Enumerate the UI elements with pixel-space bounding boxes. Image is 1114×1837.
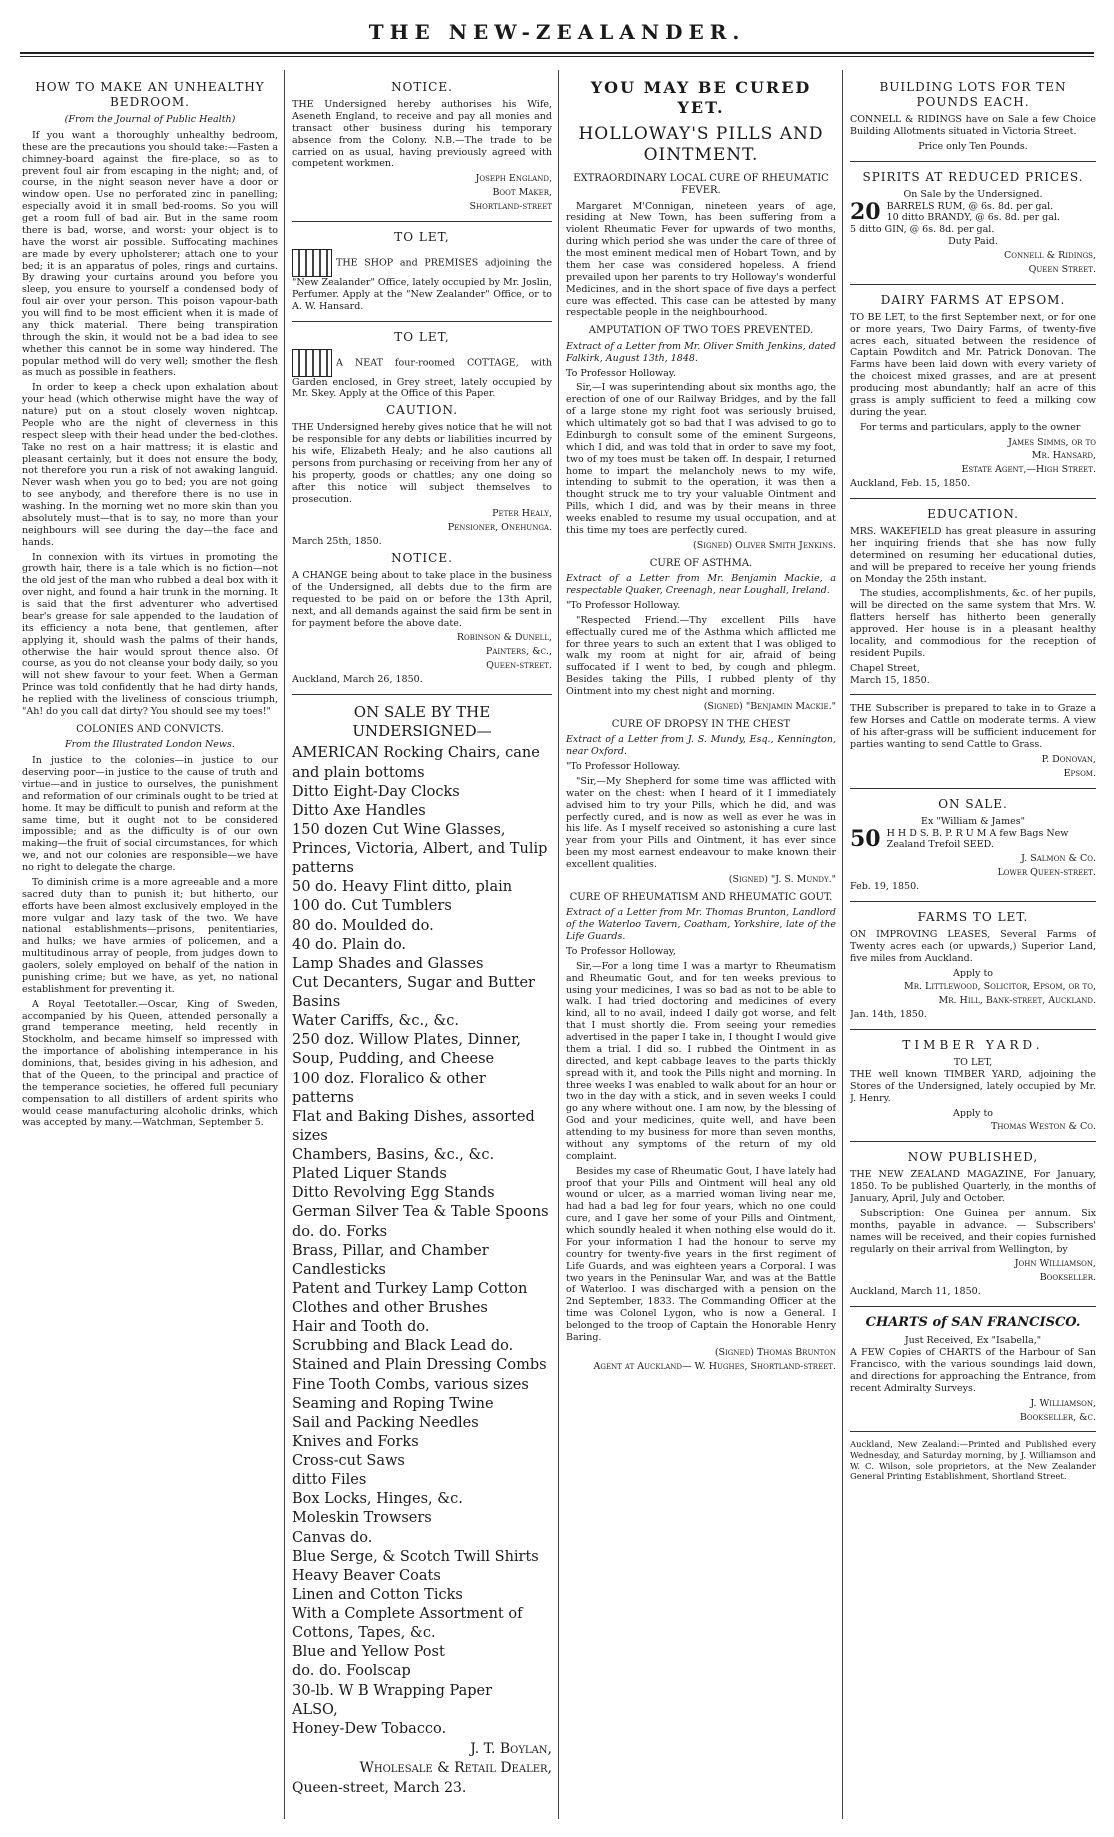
sale-item: do. do. Foolscap [292,1663,411,1680]
letter-recipient: To Professor Holloway. [566,367,676,379]
column-2 [292,78,552,1817]
divider [292,221,552,222]
advert-subtitle: CURE OF DROPSY IN THE CHEST [611,718,791,730]
sale-item: Cross-cut Saws [292,1453,405,1469]
advert-paragraph: "Respected Friend.—Thy excellent Pills have effectually cured me of the Asthma which afflicted me for three years to such an extent that I was obliged to walk my room at night for air, afraid of being suffocated if I went to bed, by cough and phlegm. Besides taking the Pills, I rubbed plenty of thy Ointment into my chest night and morning. [566,614,836,697]
sale-item: Water Cariffs, &c., &c. [292,1013,459,1030]
signature: March 15, 1850. [850,674,930,686]
signature: (Signed) "J. S. Mundy." [728,873,836,885]
article-title: HOW TO MAKE AN UNHEALTHY BEDROOM. [35,80,265,109]
advert-text: For terms and particulars, apply to the owner [860,421,1081,433]
letter-recipient: To Professor Holloway, [566,945,676,957]
divider [850,498,1096,499]
divider [850,901,1096,902]
sale-item: Patent and Turkey Lamp Cotton [292,1280,528,1297]
divider [850,1306,1096,1307]
tolet-text: A NEAT four-roomed COTTAGE, with Garden enclosed, in Grey street, lately occupied by Mr. Skey. Apply at the Office of this Paper. [292,349,552,401]
sale-item: AMERICAN Rocking Chairs, cane and plain bottoms [292,745,540,781]
signature: Robinson & Dunell, [456,632,552,644]
column-divider [842,70,843,1819]
signature: (Signed) Oliver Smith Jenkins. [692,539,836,551]
signature: Mr. Hill, Bank-street, Auckland. [938,995,1096,1007]
advert-title: DAIRY FARMS AT EPSOM. [880,292,1066,307]
divider [850,694,1096,695]
article-paragraph: In justice to the colonies—in justice to our deserving poor—in justice to the cause of truth and virtue—and in justice to ourselves, the punishment and reformation of our criminals ought to be tried at home. It may be difficult to punish and reform at the same time, but it ought not to be considered impossible; and as the difficulty is of our own making—the fruit of social circumstances, for which we, and not our colonies are responsible—we have no right to delegate the charge. [22,755,278,873]
notice-title: NOTICE. [391,80,453,94]
signature: Chapel Street, [850,662,920,674]
advert-text: Apply to [953,1107,993,1119]
advert-text: THE Subscriber is prepared to take in to Graze a few Horses and Cattle on moderate terms. A view of his after-grass will be sufficient inducement for parties wanting to send Cattle to Grass. [850,703,1096,750]
sale-item: 80 do. Moulded do. [292,917,434,934]
sale-item: Chambers, Basins, &c., &c. [292,1147,495,1163]
advert-text: The studies, accomplishments, &c. of her pupils, will be directed on the same system that Mrs. W. flatters herself has hitherto been generally approved. Her house is in a pleasant healthy locality, and commodious for the reception of resident Pupils. [850,588,1096,659]
signature: Pensioner, Onehunga. [447,522,552,534]
advert-text: MRS. WAKEFIELD has great pleasure in assuring her inquiring friends that she has now fully determined on resuming her educational duties, and will be prepared to receive her young friends on Monday the 25th instant. [850,526,1096,585]
article-paragraph: To diminish crime is a more agreeable and a more sacred duty than to punish it; but hitherto, our efforts have been almost exclusively employed in the more vulgar and lazy task of the two. We have national establishments—prisons, penitentiaries, and hulks; we have armies of policemen, and a multitudinous array of people, from judges down to gaolers, solely employed on behalf of the nation in punishing crime; but we have, as yet, no national establishment for preventing it. [22,876,278,995]
notice-title: NOTICE. [391,551,453,565]
divider [292,694,552,695]
article-source: From the Illustrated London News. [65,739,235,751]
column-4 [850,78,1096,1817]
letter-recipient: "To Professor Holloway. [566,599,681,611]
advert-subtitle: CURE OF ASTHMA. [649,557,753,569]
notice-text: THE Undersigned hereby authorises his Wife, Aseneth England, to receive and pay all monies and transact other business during his temporary absence from the Colony. N.B.—The trade to be carried on as usual, having previously agreed with competent workmen. [292,99,552,170]
advert-subtitle: On Sale by the Undersigned. [903,188,1043,200]
article-paragraph: A Royal Teetotaller.—Oscar, King of Sweden, accompanied by his Queen, attended personally a grand temperance meeting, held recently in Stockholm, and became himself so impressed with the importance of abolishing intemperance in his dominions, that, besides giving in his adhesion, and that of the Queen, to the principal and practice of the temperance societies, he offered full pecuniary compensation to all distillers of ardent spirits who would cease manufacturing alcoholic drinks, which was accepted by many.—Watchman, September 5. [22,998,278,1129]
letter-extract: Extract of a Letter from Mr. Oliver Smith Jenkins, dated Falkirk, August 13th, 1848. [566,340,836,364]
advert-title: BUILDING LOTS FOR TEN POUNDS EACH. [879,80,1067,109]
sale-item: 40 do. Plain do. [292,936,407,953]
notice-date: March 25th, 1850. [292,536,382,548]
advert-text: A FEW Copies of CHARTS of the Harbour of San Francisco, with the various soundings laid down, and directions for approaching the Entrance, from recent Admiralty Surveys. [850,1347,1096,1394]
signature: J. Williamson, [1030,1397,1096,1409]
signature: Lower Queen-street. [997,867,1096,879]
signature: Queen Street. [1028,263,1096,275]
advert-subtitle: AMPUTATION OF TWO TOES PREVENTED. [588,325,814,337]
tolet-title: TO LET, [394,329,450,344]
divider [850,161,1096,162]
sale-item: Blue and Yellow Post [292,1644,445,1661]
agent: Agent at Auckland— W. Hughes, Shortland-street. [593,1360,836,1372]
notice-date: Auckland, March 26, 1850. [292,674,423,685]
notice-text: A CHANGE being about to take place in the business of the Undersigned, all debts due to the firm are requested to be paid on or before the 13th April, next, and all demands against the said firm be sent in for payment before the above date. [292,570,552,629]
sale-item: Canvas do. [292,1529,373,1546]
signature: Wholesale & Retail Dealer, [359,1760,552,1777]
advert-date: Auckland, Feb. 15, 1850. [850,478,971,490]
signature: Joseph England, [475,173,552,185]
masthead-rule-thin [20,56,1094,57]
imprint: Auckland, New Zealand:—Printed and Published every Wednesday, and Saturday morning, by J. Williamson and W. C. Wilson, sole proprietors, at the New Zealander General Printing Establishment, Shortland Street. [850,1440,1096,1483]
signature: Thomas Weston & Co. [991,1121,1096,1133]
advert-text: CONNELL & RIDINGS have on Sale a few Choice Building Allotments situated in Victoria Street. [850,114,1096,137]
advert-paragraph: Besides my case of Rheumatic Gout, I have lately had proof that your Pills and Ointment will heal any old wound or ulcer, as a married woman living near me, had had a bad leg for four years, which no one could cure, and I gave her some of your Pills and Ointment, which soundly healed it when nothing else would do it. For your information I had the honour to serve my country for twenty-five years in the first regiment of Life Guards, and was eighteen years a Corporal. I was two years in the Peninsular War, and was at the Battle of Waterloo. I was discharged with a pension on the 2nd September, 1833. The Commanding Officer at the time was Colonel Lygon, who is now a General. I belonged to the troop of Captain the Honorable Henry Baring. [566,1165,836,1343]
signature: Shortland-street [469,201,552,212]
sale-item: Ditto Eight-Day Clocks [292,783,460,800]
advert-text: THE well known TIMBER YARD, adjoining the Stores of the Undersigned, lately occupied by Mr. J. Henry. [850,1068,1096,1104]
divider [850,1141,1096,1142]
onsale-number: 50 [850,825,881,852]
sale-item: Honey-Dew Tobacco. [292,1720,447,1737]
advert-title: NOW PUBLISHED, [907,1150,1039,1165]
sale-item: With a Complete Assortment of Cottons, Tapes, &c. [292,1606,523,1642]
sale-item: Knives and Forks [292,1433,419,1450]
advert-text: TO BE LET, to the first September next, or for one or more years, Two Dairy Farms, of twenty-five acres each, situated between the residence of Captain Powditch and Mr. Patrick Donovan. The Farms have been laid down with every variety of the choicest mixed grasses, and are at present producing most abundantly; half an acre of this grass is amply sufficient to feed a milking cow during the year. [850,311,1096,418]
sale-item: Lamp Shades and Glasses [292,955,484,972]
advert-paragraph: "Sir,—My Shepherd for some time was afflicted with water on the chest: when I heard of it I immediately advised him to try your Pills, which he did, and was perfectly cured, and is now as well as ever he was in his life. As I myself received so astonishing a cure last year from your Pills and Ointment, it has ever since been my most earnest endeavour to make known their excellent qualities. [566,775,836,870]
article-paragraph: In order to keep a check upon exhalation about your head (which otherwise might have the way of nature) put on a stout closely woven nightcap. People who are the night of cleverness in this respect sleep with their head under the bed-clothes. Take no rest on a hair mattress; it is elastic and pleasant certainly, but it does not ensure the body, not therefore you run a risk of not awaking languid. Never wash when you go to bed; you are not going to see anybody, and therefore there is no use in washing. In the morning wet no more skin than you absolutely must—that is to say, no more than your neighbours will see during the day—the face and hands. [22,382,278,548]
signature: Epsom. [1063,767,1096,779]
signature: (Signed) Thomas Brunton [714,1346,836,1358]
advert-subtitle: CURE OF RHEUMATISM AND RHEUMATIC GOUT. [569,891,833,903]
advert-title: TIMBER YARD. [902,1038,1044,1052]
advert-date: Feb. 19, 1850. [850,881,920,892]
letter-recipient: "To Professor Holloway. [566,761,681,772]
caution-text: THE Undersigned hereby gives notice that he will not be responsible for any debts or liabilities incurred by his wife, Elizabeth Healy; and he also cautions all persons from purchasing or receiving from her any of his property, goods or chattles; any one doing so after this notice will subject themselves to prosecution. [292,422,552,505]
caution-title: CAUTION. [385,403,459,418]
advert-paragraph: Sir,—I was superintending about six months ago, the erection of one of our Railway Bridges, and by the fall of a large stone my right foot was seriously bruised, which ultimately got so bad that I was advised to go to Edinburgh to consult some of the eminent Surgeons, which I did, and was told that in order to save my foot, two of my toes must be taken off. In despair, I returned home to impart the melancholy news to my wife, intending to submit to the operation, it was then a thought struck me to try your valuable Ointment and Pills, which I did, and was by their means in three weeks enabled to resume my usual occupation, and at this time my toes are perfectly cured. [566,382,836,536]
column-divider [284,70,285,1819]
letter-extract: Extract of a Letter from J. S. Mundy, Esq., Kennington, near Oxford. [566,734,836,758]
advert-subtitle: TO LET, [953,1057,993,1068]
sale-item: Cut Decanters, Sugar and Butter Basins [292,974,535,1010]
letter-extract: Extract of a Letter from Mr. Benjamin Mackie, a respectable Quaker, Creenagh, near Loughall, Ireland. [566,573,836,596]
letter-extract: Extract of a Letter from Mr. Thomas Brunton, Landlord of the Waterloo Tavern, Coatham, Yorkshire, late of the Life Guards. [566,907,836,942]
sale-item: 150 dozen Cut Wine Glasses, Princes, Victoria, Albert, and Tulip patterns [292,821,548,877]
divider [850,284,1096,285]
advert-text: ON IMPROVING LEASES, Several Farms of Twenty acres each (or upwards,) Superior Land, five miles from Auckland. [850,928,1096,964]
sale-item: Blue Serge, & Scotch Twill Shirts [292,1548,539,1565]
sale-item: do. do. Forks [292,1223,388,1240]
sale-item: Hair and Tooth do. [292,1319,430,1336]
advert-title: SPIRITS AT REDUCED PRICES. [862,169,1084,184]
advert-subtitle: Ex "William & James" [921,815,1025,827]
sale-heading: ON SALE BY THE UNDERSIGNED— [352,702,492,740]
sale-item: 250 doz. Willow Plates, Dinner, Soup, Pudding, and Cheese [292,1032,522,1068]
advert-text: Apply to [953,967,993,979]
signature: P. Donovan, [1041,753,1096,765]
signature: Bookseller. [1039,1272,1096,1284]
sale-item: Ditto Axe Handles [292,802,426,819]
sale-item: Plated Liquer Stands [292,1166,447,1183]
masthead-rule [20,52,1094,54]
onsale-body: 50 H H D S. B. P. R U M A few Bags New Zealand Trefoil SEED. [850,825,1069,852]
advert-text: THE NEW ZEALAND MAGAZINE, For January, 1850. To be published Quarterly, in the months of January, April, July and October. [850,1169,1096,1204]
column-3 [566,78,836,1817]
sale-list [292,744,552,1739]
signature: Mr. Littlewood, Solicitor, Epsom, or to, [903,981,1096,993]
advert-title: FARMS TO LET. [917,909,1029,924]
signature: Boot Maker, [492,187,552,199]
signature: Queen-street. [486,660,552,672]
sale-item: Heavy Beaver Coats [292,1567,441,1584]
article-source: (From the Journal of Public Health) [64,114,236,125]
advert-price: Price only Ten Pounds. [918,140,1028,152]
sale-item: Flat and Baking Dishes, assorted sizes [292,1108,535,1144]
advert-title: EDUCATION. [927,507,1019,521]
sale-item: German Silver Tea & Table Spoons [292,1204,549,1221]
sale-item: 30-lb. W B Wrapping Paper [292,1682,493,1699]
sale-item: 50 do. Heavy Flint ditto, plain [292,879,513,896]
tolet-title: TO LET, [394,229,450,244]
signature: John Williamson, [1014,1258,1096,1270]
signature: J. Salmon & Co. [1021,853,1096,865]
divider [292,321,552,322]
sale-item: Ditto Revolving Egg Stands [292,1185,495,1202]
sale-item: Moleskin Trowsers [292,1510,432,1527]
tolet-text: THE SHOP and PREMISES adjoining the "New Zealander" Office, lately occupied by Mr. Joslin, Perfumer. Apply at the "New Zealander" Office, or to A. W. Hansard. [292,249,552,313]
signature: Mr. Hansard, [1031,450,1096,462]
signature: J. T. Boylan, [470,1740,552,1757]
advert-subtitle: Just Received, Ex "Isabella," [904,1335,1042,1347]
masthead-title: THE NEW-ZEALANDER. [368,20,746,44]
sale-item: Sail and Packing Needles [292,1414,479,1431]
spirits-number: 20 [850,198,881,225]
sale-item: 100 doz. Floralico & other patterns [292,1070,486,1106]
sale-item: 100 do. Cut Tumblers [292,898,452,915]
advert-headline: YOU MAY BE CURED YET. [590,78,812,117]
advert-paragraph: Margaret M'Connigan, nineteen years of age, residing at New Town, has been suffering from a violent Rheumatic Fever for upwards of two months, during which period she was under the care of three of the most eminent medical men of Hobart Town, and by them her case was considered hopeless. A friend prevailed upon her parents to try Holloway's wonderful Medicines, and in the short space of five days a perfect cure was effected. This case can be attested by many respectable people in the neighbourhood. [566,200,836,319]
divider [850,1431,1096,1432]
sale-item: Clothes and other Brushes [292,1300,488,1316]
sale-item: Scrubbing and Black Lead do. [292,1338,514,1355]
spirits-list: 20 BARRELS RUM, @ 6s. 8d. per gal. 10 ditto BRANDY, @ 6s. 8d. per gal. 5 ditto GIN, @ 6s. 8d. per gal. Duty Paid. [850,198,1060,248]
sale-item: ditto Files [292,1472,367,1489]
advert-text: Subscription: One Guinea per annum. Six months, payable in advance. — Subscribers' names will be received, and their copies furnished regularly on their arrival from Wellington, by [850,1207,1096,1255]
advert-subtitle: EXTRAORDINARY LOCAL CURE OF RHEUMATIC FEVER. [573,172,829,196]
article-paragraph: If you want a thoroughly unhealthy bedroom, these are the precautions you should take:—Fasten a chimney-board against the fire-place, so as to prevent foul air from escaping in the night; and, of course, in the night season never have a door or window open. Use no perforated zinc in panelling; especially avoid it in small bed-rooms. So you will get a room full of bad air. But in the same room there is bad, worse, and worst: your object is to have the worst air possible. Suffocating machines are made by every upholsterer; attach one to your bed; it is an apparatus of poles, rings and curtains. By drawing your curtains around you before you sleep, you ensure to yourself a condensed body of foul air over your person. This poison vapour-bath you will find to be most efficient when it is made of any thick material. There being transpiration through the skin, it would not be a bad idea to see whether this cannot be in some way hindered. The popular method will do very well; smother the flesh as much as possible in feathers. [22,129,278,379]
signature: Bookseller, &c. [1019,1411,1096,1423]
signature: (Signed) "Benjamin Mackie." [703,700,836,712]
article-paragraph: In connexion with its virtues in promoting the growth hair, there is a tale which is no fiction—not the old jest of the man who rubbed a deal box with it over night, and found a hair trunk in the morning. It is said that the first adventurer who advertised bear's grease for sale appended to the laudation of its efficiency a nota bene, that gentlemen, after applying it, should wash the palms of their hands, otherwise the hair would sprout thence also. Of course, as you do not cleanse your body daily, so you will not shew favour to your feet. When a German Prince was told confidently that he had dirty hands, he replied with the liveliness of conscious triumph, "Ah! do you call dat dirty? You should see my toes!" [22,551,278,717]
advert-date: Auckland, March 11, 1850. [850,1286,981,1298]
advert-title: HOLLOWAY'S PILLS AND OINTMENT. [578,124,824,166]
column-divider [558,70,559,1819]
signature: James Simms, or to [1008,436,1096,448]
sale-date: Queen-street, March 23. [292,1779,467,1796]
sale-item: Linen and Cotton Ticks [292,1586,463,1603]
signature: Connell & Ridings, [1004,250,1096,261]
advert-title: ON SALE. [938,796,1008,811]
sale-item: Brass, Pillar, and Chamber Candlesticks [292,1242,489,1278]
article-title: COLONIES AND CONVICTS. [76,723,224,735]
signature: Estate Agent,—High Street. [961,464,1096,476]
divider [850,1029,1096,1030]
divider [850,788,1096,789]
sale-item: Fine Tooth Combs, various sizes [292,1376,529,1393]
advert-date: Jan. 14th, 1850. [850,1009,927,1021]
signature: Peter Healy, [492,508,552,520]
signature: Painters, &c., [485,646,552,658]
column-1 [22,78,278,1817]
house-icon [292,249,332,277]
advert-paragraph: Sir,—For a long time I was a martyr to Rheumatism and Rheumatic Gout, and for ten weeks previous to using your medicines, I was so bad as not to be able to walk. I had tried doctoring and medicines of every kind, all to no avail, indeed I daily got worse, and felt that I must shortly die. From seeing your remedies advertised in the paper I take in, I thought I would give them a trial. I did so. I rubbed the Ointment in as directed, and kept cabbage leaves to the parts thickly spread with it, and took the Pills night and morning. In three weeks I was enabled to walk about for an hour or two in the day with a stick, and in seven weeks I could go any where without one. I am now, by the blessing of God and your medicines, quite well, and have been attending to my business for more than seven months, without any symptoms of the return of my old complaint. [566,960,836,1162]
sale-item: Seaming and Roping Twine [292,1395,494,1412]
sale-item: ALSO, [292,1701,338,1718]
advert-title: CHARTS of SAN FRANCISCO. [865,1315,1081,1330]
sale-item: Stained and Plain Dressing Combs [292,1357,547,1374]
house-icon [292,349,332,377]
sale-item: Box Locks, Hinges, &c. [292,1491,463,1508]
